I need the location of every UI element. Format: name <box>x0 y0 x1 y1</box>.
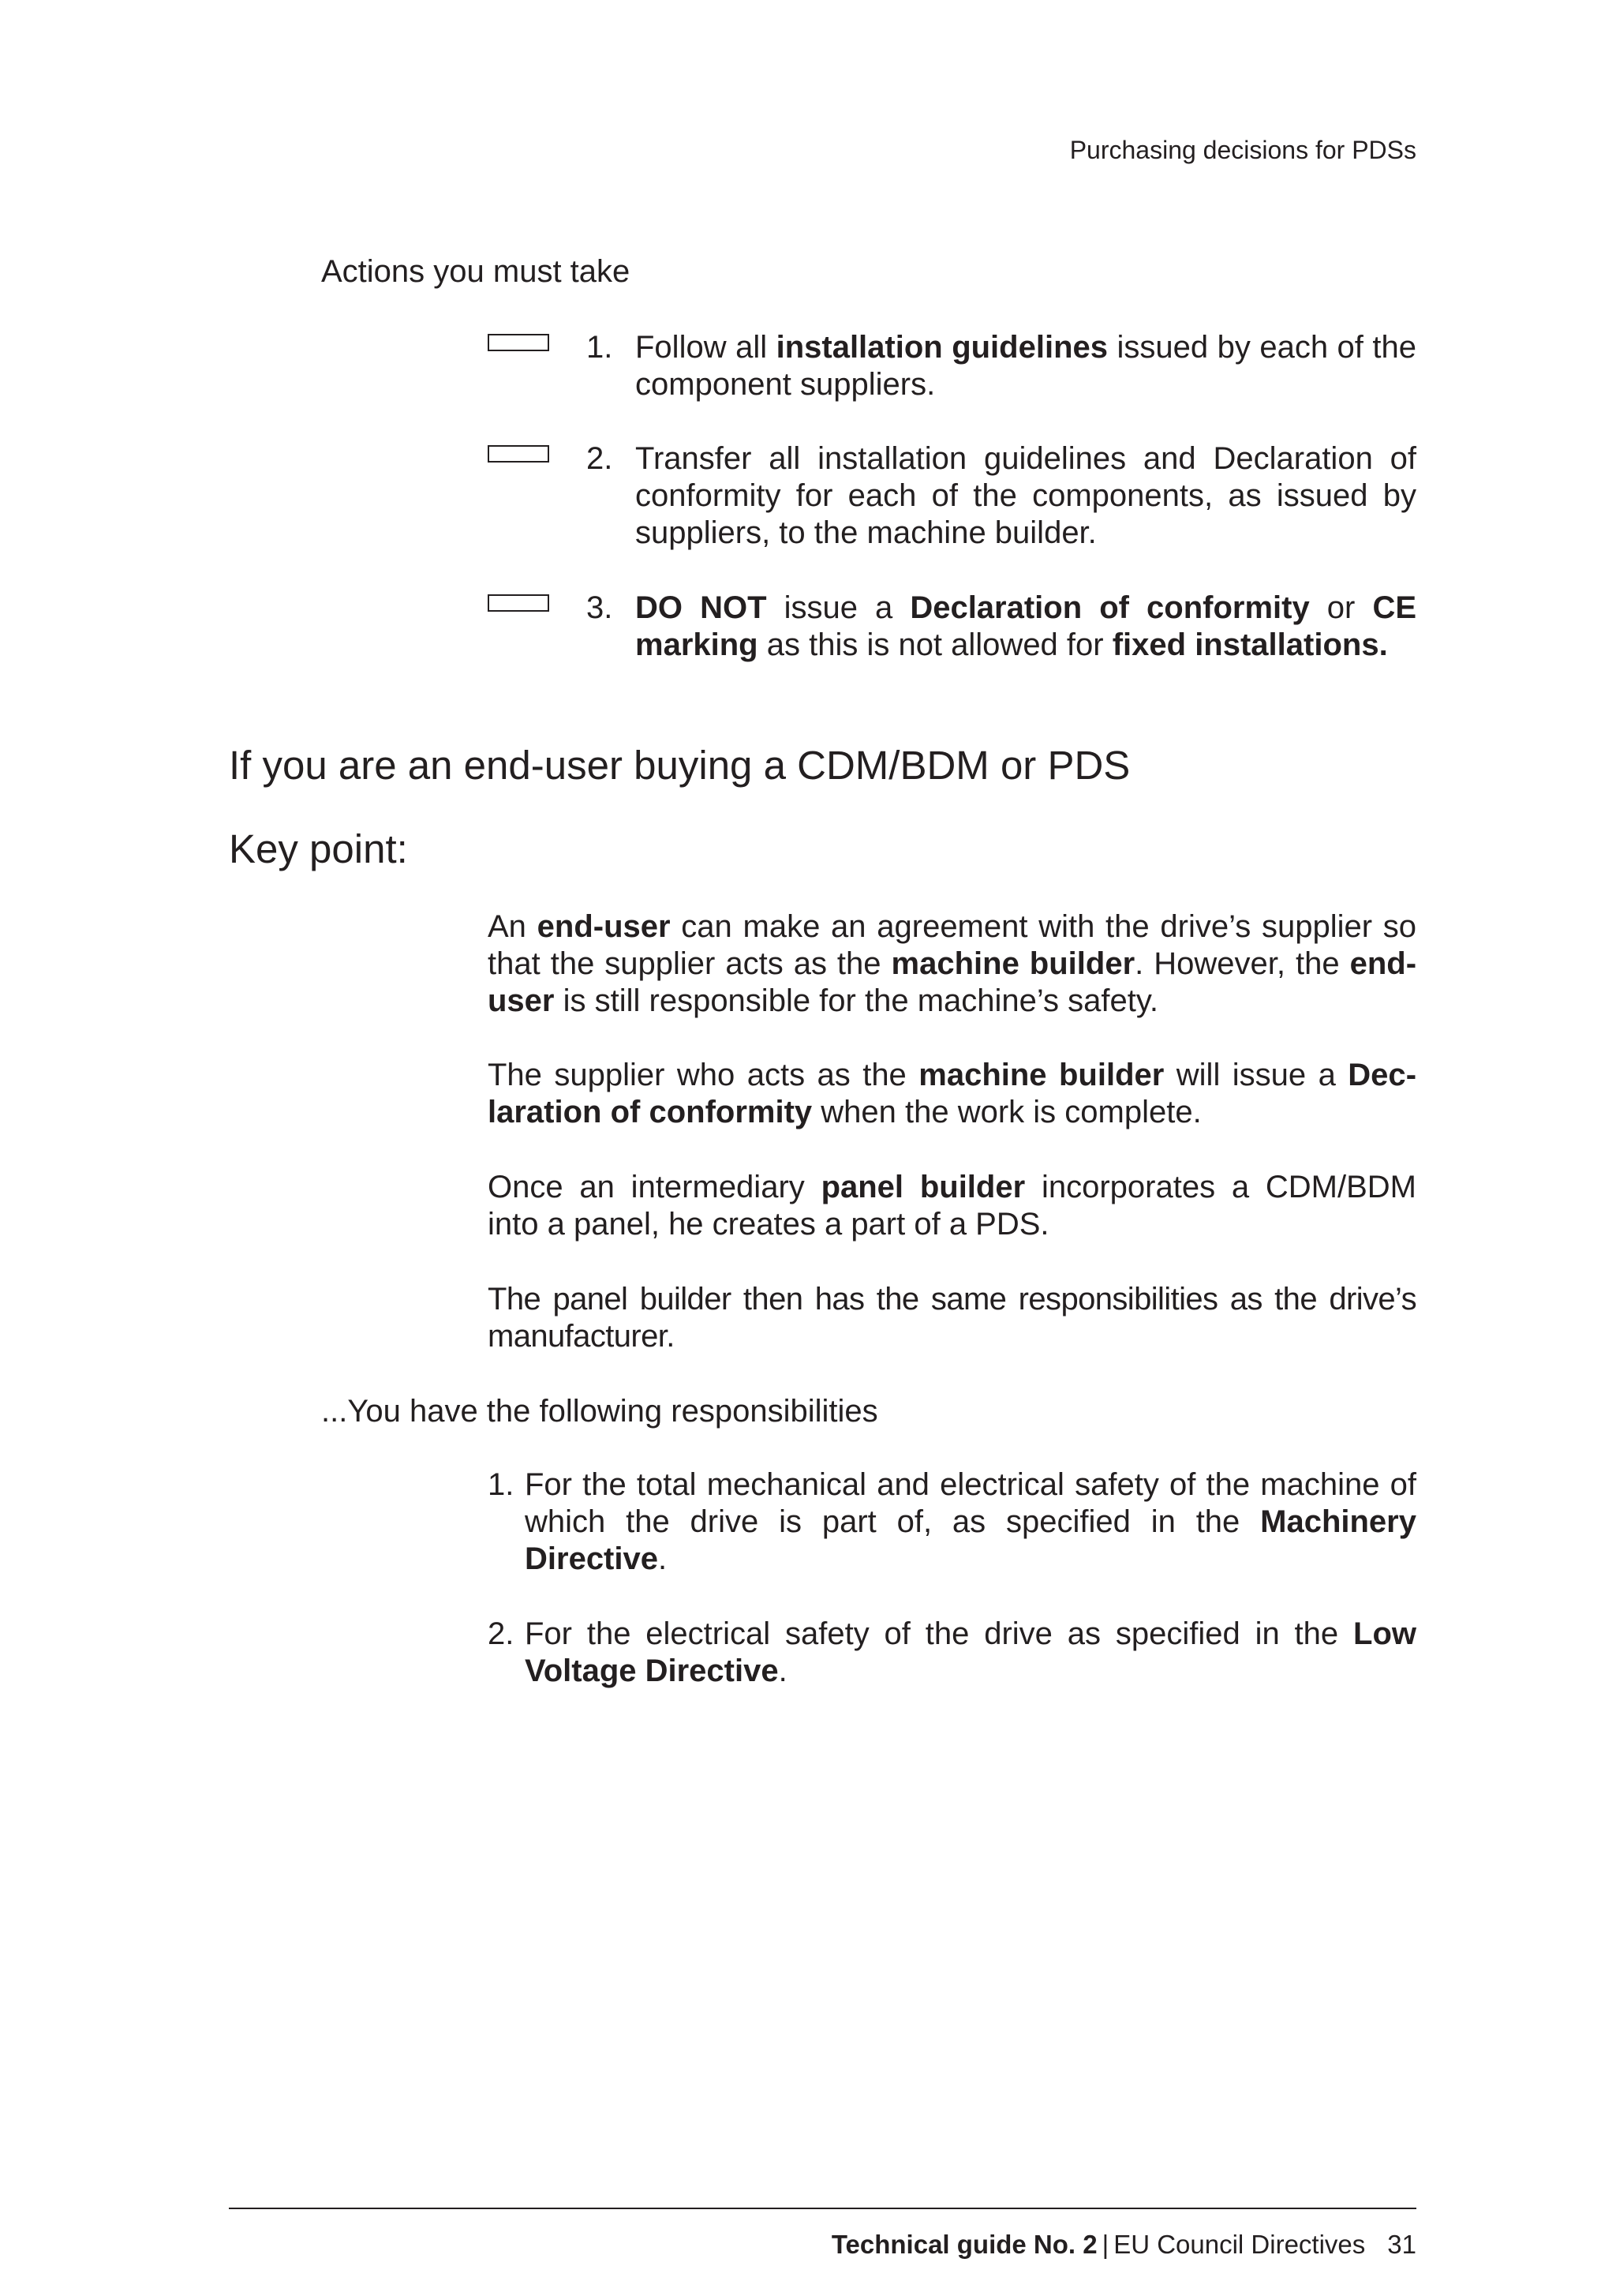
key-point-label: Key point: <box>229 826 408 871</box>
footer-section: EU Council Directives <box>1113 2230 1366 2259</box>
action-1-text: Follow all installation guidelines issued by each of the component suppliers. <box>635 330 1417 402</box>
responsibilities-heading: ...You have the following responsibilities <box>321 1394 878 1429</box>
footer-guide-title: Technical guide No. 2 <box>831 2230 1098 2259</box>
action-3-text: DO NOT issue a Declaration of conformity or CE marking as this is not allowed for fixed installations. <box>635 590 1417 662</box>
responsibility-1-text: For the total mechanical and electrical safety of the machine of which the drive is part of, as specified in the Machinery Directive. <box>525 1467 1416 1576</box>
action-2-text: Transfer all installation guidelines and Declaration of conformity for each of the components, as issued by suppliers, to the machine builder. <box>635 441 1416 550</box>
key-point-paragraph-4: The panel builder then has the same responsibilities as the drive’s manufacturer. <box>488 1282 1416 1354</box>
footer-rule <box>229 2208 1416 2209</box>
section-heading: If you are an end-user buying a CDM/BDM or PDS <box>229 743 1131 788</box>
key-point-paragraph-3: Once an intermediary panel builder incorporates a CDM/BDM into a panel, he creates a part of a PDS. <box>488 1170 1417 1242</box>
action-2-checkbox[interactable] <box>488 445 549 463</box>
page-number: 31 <box>1387 2230 1416 2259</box>
responsibility-2-text: For the electrical safety of the drive as specified in the Low Voltage Directive. <box>525 1616 1416 1688</box>
responsibility-1-number: 1. <box>488 1467 514 1502</box>
action-3-checkbox[interactable] <box>488 594 549 612</box>
footer-separator: | <box>1102 2230 1109 2259</box>
actions-heading: Actions you must take <box>321 254 630 289</box>
action-1-number: 1. <box>586 330 613 365</box>
action-1-checkbox[interactable] <box>488 334 549 351</box>
key-point-paragraph-2: The supplier who acts as the machine builder will issue a Declaration of conformity when the work is complete. <box>488 1058 1417 1129</box>
action-2-number: 2. <box>586 441 613 476</box>
responsibility-2-number: 2. <box>488 1616 514 1651</box>
key-point-paragraph-1: An end-user can make an agreement with the drive’s supplier so that the supplier acts as the machine builder. However, the end-user is still responsible for the machine’s safety. <box>488 909 1417 1018</box>
action-3-number: 3. <box>586 590 613 625</box>
page-footer <box>832 2230 1416 2260</box>
running-header: Purchasing decisions for PDSs <box>1069 136 1416 164</box>
